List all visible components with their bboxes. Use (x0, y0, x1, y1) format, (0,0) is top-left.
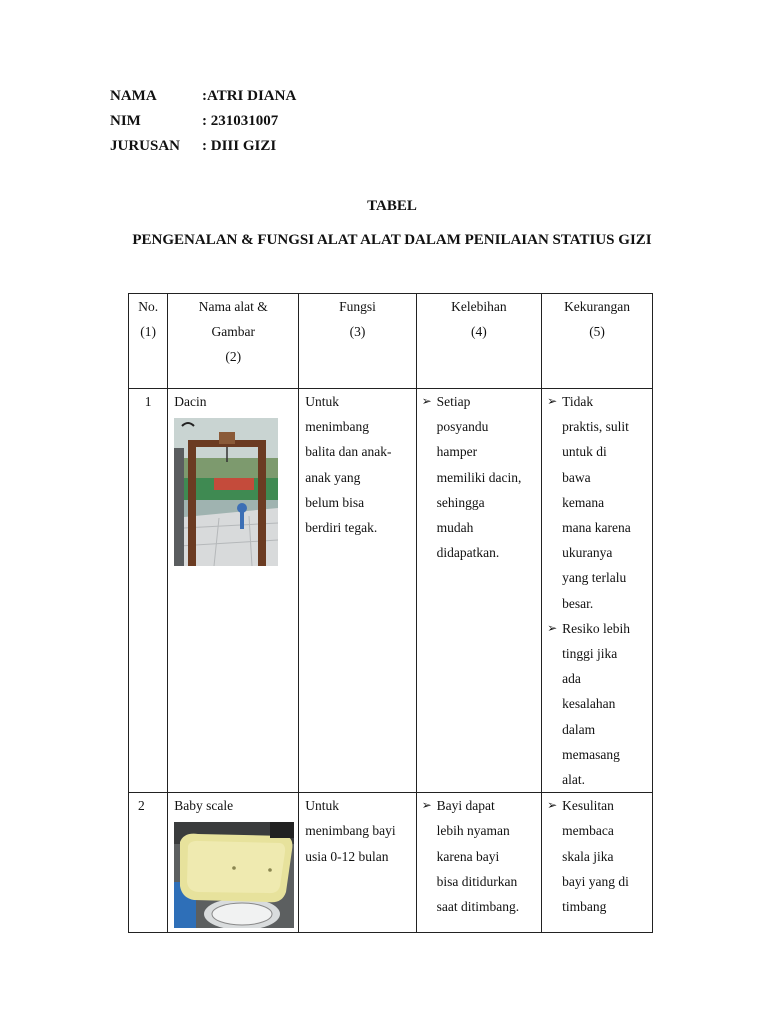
list-item (542, 616, 650, 792)
bullet-line: ukuranya (562, 545, 613, 561)
bullet-text (437, 389, 539, 565)
bullet-line: yang terlalu (562, 570, 627, 586)
bullet-line: didapatkan. (436, 545, 500, 561)
bullet-text (437, 793, 539, 919)
list-item (417, 389, 539, 565)
bullet-line: mana karena (562, 520, 631, 536)
bullet-line: memiliki dacin, (436, 469, 522, 485)
bullet-line: Kesulitan (562, 798, 614, 814)
bullet-line: untuk di (562, 444, 607, 460)
bullet-line: bawa (562, 469, 591, 485)
name-label: NAMA (110, 88, 157, 104)
header-disadvantages (542, 294, 653, 389)
bullet-line: tinggi jika (562, 646, 618, 662)
arrowhead-bullet-icon: ➢ (547, 798, 558, 813)
function-cell (299, 389, 416, 793)
table-row (129, 389, 653, 793)
baby-scale-photo (174, 822, 294, 928)
tools-table (128, 293, 653, 933)
bullet-line: bayi yang di (562, 873, 629, 889)
advantages-cell (416, 389, 541, 793)
header-number: (4) (471, 324, 487, 340)
bullet-line: praktis, sulit (562, 419, 629, 435)
header-number: (1) (140, 324, 157, 340)
list-item (542, 389, 650, 616)
disadvantages-cell (542, 389, 653, 793)
bullet-line: membaca (562, 823, 614, 839)
bullet-line: Bayi dapat (436, 798, 495, 814)
header-label: No. (138, 299, 159, 314)
function-line: belum bisa (305, 494, 365, 510)
bullet-text (562, 389, 650, 616)
function-line: menimbang (305, 419, 370, 435)
bullet-line: kemana (562, 494, 605, 510)
tool-name: Dacin (174, 394, 207, 409)
bullet-line: hamper (436, 444, 478, 460)
bullet-text (562, 616, 650, 792)
header-function (299, 294, 416, 389)
header-label: Fungsi (339, 299, 376, 314)
header-label: Kekurangan (564, 299, 631, 314)
bullet-line: sehingga (436, 494, 485, 510)
student-info (110, 86, 296, 161)
arrowhead-bullet-icon: ➢ (547, 620, 558, 635)
bullet-line: kesalahan (562, 696, 616, 712)
disadvantages-cell (542, 793, 653, 933)
dacin-photo (174, 418, 294, 566)
nim-label: NIM (110, 113, 141, 129)
info-row-dept (110, 136, 296, 161)
header-label: Kelebihan (451, 299, 507, 314)
function-line: balita dan anak- (305, 444, 392, 460)
header-number: (5) (589, 324, 605, 340)
nim-value: : 231031007 (202, 113, 279, 129)
function-line: menimbang bayi (305, 823, 396, 839)
bullet-line: memasang (562, 746, 620, 762)
tool-cell (168, 793, 299, 933)
bullet-line: saat ditimbang. (436, 899, 520, 915)
dept-label: JURUSAN (110, 138, 181, 154)
bullet-line: Tidak (562, 394, 594, 409)
list-item (417, 793, 539, 919)
arrowhead-bullet-icon: ➢ (547, 394, 558, 408)
bullet-line: ada (562, 671, 581, 687)
header-number: (3) (349, 324, 366, 340)
advantages-cell (416, 793, 541, 933)
bullet-line: mudah (436, 520, 474, 536)
row-number: 1 (129, 389, 168, 793)
row-number: 2 (129, 793, 168, 933)
document-title: TABEL (367, 198, 417, 214)
bullet-line: Setiap (436, 394, 471, 409)
table-header-row (129, 294, 653, 389)
bullet-text (562, 793, 650, 919)
bullet-line: Resiko lebih (562, 620, 630, 636)
function-line: Untuk (305, 394, 340, 409)
header-name (168, 294, 299, 389)
tool-cell (168, 389, 299, 793)
bullet-line: besar. (562, 595, 594, 611)
header-no (129, 294, 168, 389)
bullet-line: bisa ditidurkan (436, 873, 518, 889)
table-row (129, 793, 653, 933)
name-value: :ATRI DIANA (202, 88, 297, 104)
info-row-nim (110, 111, 296, 136)
document-subtitle: PENGENALAN & FUNGSI ALAT ALAT DALAM PENILAIAN STATIUS GIZI (132, 232, 652, 248)
dept-value: : DIII GIZI (202, 138, 277, 154)
function-line: berdiri tegak. (305, 520, 378, 536)
bullet-line: posyandu (436, 419, 489, 435)
function-cell (299, 793, 416, 933)
header-advantages (416, 294, 541, 389)
function-line: usia 0-12 bulan (305, 848, 389, 864)
bullet-line: dalam (562, 721, 596, 737)
bullet-line: karena bayi (436, 848, 500, 864)
list-item (542, 793, 650, 919)
bullet-line: timbang (562, 899, 607, 915)
bullet-line: alat. (562, 772, 585, 788)
arrowhead-bullet-icon: ➢ (421, 798, 432, 813)
function-line: Untuk (305, 798, 340, 814)
arrowhead-bullet-icon: ➢ (421, 394, 432, 408)
tool-name: Baby scale (174, 798, 234, 814)
header-number: (2) (225, 349, 242, 365)
header-label: Gambar (211, 324, 256, 340)
bullet-line: lebih nyaman (436, 823, 510, 839)
bullet-line: skala jika (562, 848, 614, 864)
function-line: anak yang (305, 469, 361, 485)
info-row-name (110, 86, 296, 111)
header-label: Nama alat & (198, 299, 268, 314)
